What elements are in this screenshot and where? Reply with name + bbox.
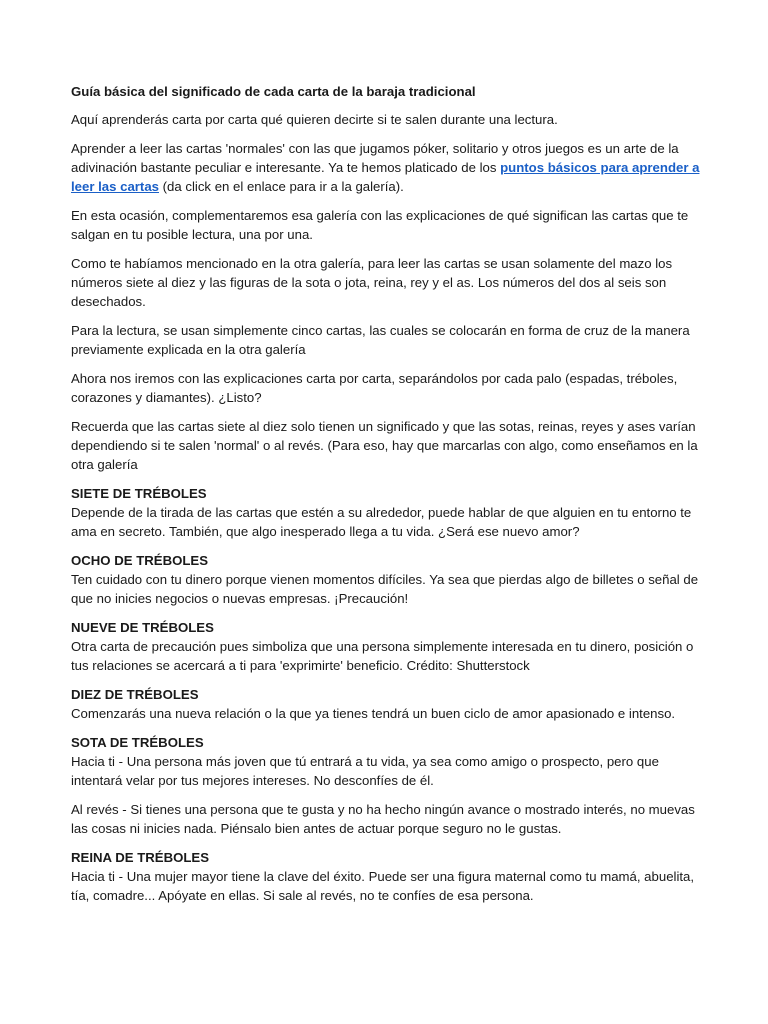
- section-heading: DIEZ DE TRÉBOLES: [71, 687, 199, 702]
- card-section-sota: [71, 733, 711, 838]
- section-heading: SOTA DE TRÉBOLES: [71, 735, 204, 750]
- section-text: Comenzarás una nueva relación o la que ya tienes tendrá un buen ciclo de amor apasionado e intenso.: [71, 706, 676, 721]
- section-heading: OCHO DE TRÉBOLES: [71, 553, 209, 568]
- document-page: [71, 82, 711, 915]
- basics-gallery-link[interactable]: puntos básicos para aprender a leer las cartas: [71, 160, 700, 194]
- card-section-siete: [71, 484, 711, 541]
- intro-paragraph: Aquí aprenderás carta por carta qué quieren decirte si te salen durante una lectura.: [71, 112, 558, 127]
- document-title: Guía básica del significado de cada carta de la baraja tradicional: [71, 84, 476, 99]
- section-text: Al revés - Si tienes una persona que te gusta y no ha hecho ningún avance o mostrado interés, no muevas las cosas ni inicies nada. Piénsalo bien antes de actuar porque seguro no le gustas.: [71, 802, 695, 836]
- body-paragraph: Ahora nos iremos con las explicaciones carta por carta, separándolos por cada palo (espadas, tréboles, corazones y diamantes). ¿Listo?: [71, 371, 678, 405]
- card-section-nueve: [71, 618, 711, 675]
- section-heading: NUEVE DE TRÉBOLES: [71, 620, 214, 635]
- section-heading: REINA DE TRÉBOLES: [71, 850, 209, 865]
- card-section-diez: [71, 685, 711, 723]
- link-paragraph-after: (da click en el enlace para ir a la galería).: [159, 179, 404, 194]
- body-paragraph: Como te habíamos mencionado en la otra galería, para leer las cartas se usan solamente del mazo los números siete al diez y las figuras de la sota o jota, reina, rey y el as. Los números del dos al seis son desechados.: [71, 256, 673, 309]
- section-text: Ten cuidado con tu dinero porque vienen momentos difíciles. Ya sea que pierdas algo de billetes o señal de que no inicies negocios o nuevas empresas. ¡Precaución!: [71, 572, 699, 606]
- body-paragraph: En esta ocasión, complementaremos esa galería con las explicaciones de qué significan las cartas que te salgan en tu posible lectura, una por una.: [71, 208, 689, 242]
- card-section-ocho: [71, 551, 711, 608]
- link-paragraph-before: Aprender a leer las cartas 'normales' con las que jugamos póker, solitario y otros juegos es un arte de la adivinación bastante peculiar e interesante. Ya te hemos platicado de los: [71, 141, 679, 175]
- body-paragraph: Recuerda que las cartas siete al diez solo tienen un significado y que las sotas, reinas, reyes y ases varían dependiendo si te salen 'normal' o al revés. (Para eso, hay que marcarlas con algo, como enseñamos en la otra galería: [71, 419, 698, 472]
- section-text: Hacia ti - Una mujer mayor tiene la clave del éxito. Puede ser una figura maternal como tu mamá, abuelita, tía, comadre... Apóyate en ellas. Si sale al revés, no te confíes de esa persona.: [71, 869, 695, 903]
- section-text: Hacia ti - Una persona más joven que tú entrará a tu vida, ya sea como amigo o prospecto, pero que intentará velar por tus mejores intereses. No desconfíes de él.: [71, 754, 659, 788]
- link-paragraph: [71, 139, 711, 196]
- body-paragraph: Para la lectura, se usan simplemente cinco cartas, las cuales se colocarán en forma de cruz de la manera previamente explicada en la otra galería: [71, 323, 690, 357]
- section-text: Otra carta de precaución pues simboliza que una persona simplemente interesada en tu dinero, posición o tus relaciones se acercará a ti para 'exprimirte' beneficio. Crédito: Shutterstock: [71, 639, 694, 673]
- section-heading: SIETE DE TRÉBOLES: [71, 486, 207, 501]
- card-section-reina: [71, 848, 711, 905]
- section-text: Depende de la tirada de las cartas que estén a su alrededor, puede hablar de que alguien en tu entorno te ama en secreto. También, que algo inesperado llega a tu vida. ¿Será ese nuevo amor?: [71, 505, 692, 539]
